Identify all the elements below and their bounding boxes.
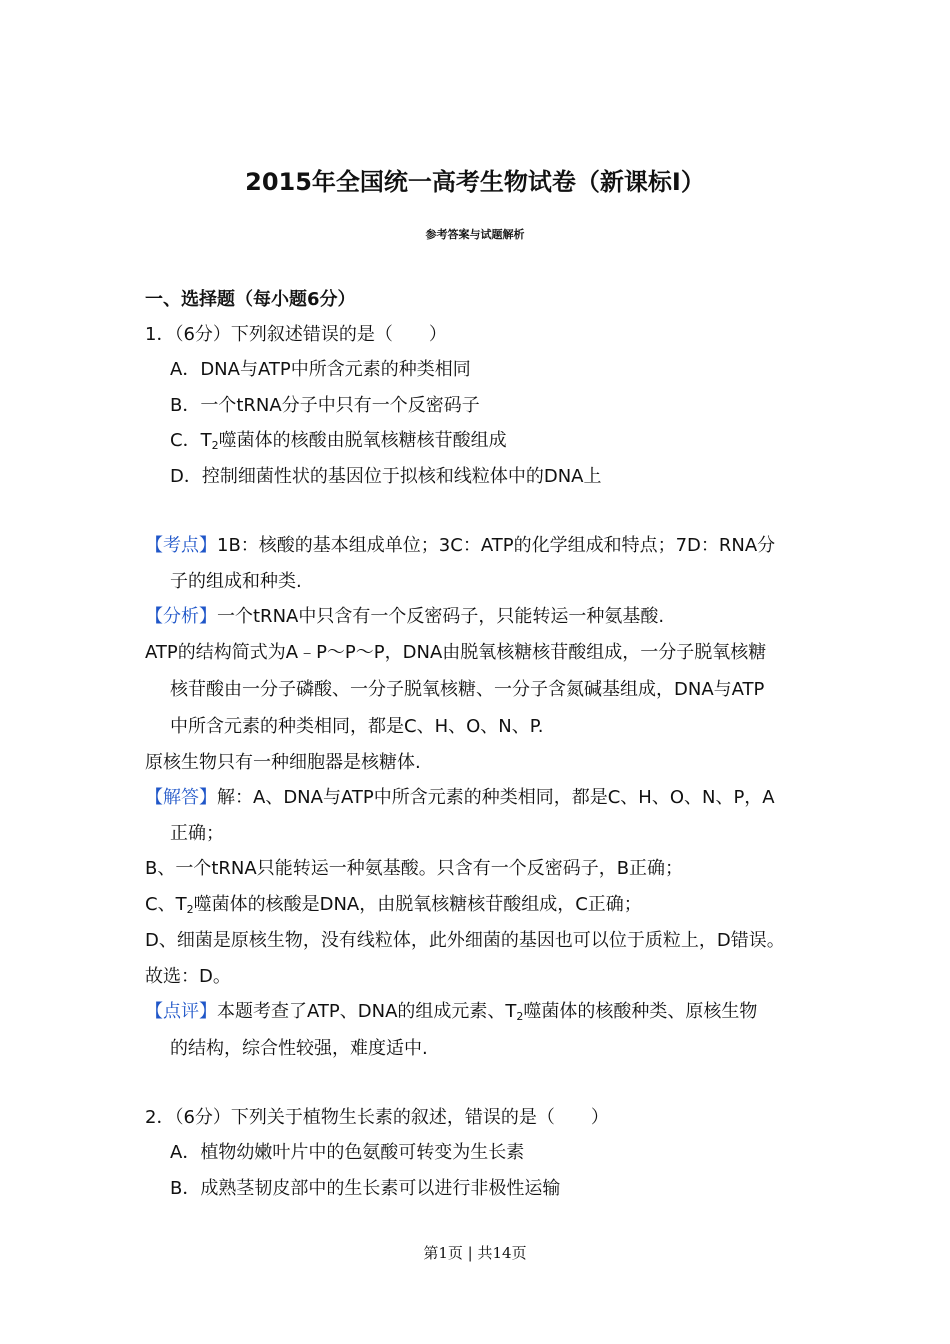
jieda-line-1: [145, 786, 775, 810]
jieda-line-6: 故选：D。: [145, 966, 231, 987]
jieda-c-text: 噬菌体的核酸是DNA，由脱氧核糖核苷酸组成，C正确；: [193, 894, 642, 915]
kaodian-line-1: [145, 534, 775, 558]
dianping-line-2: 的结构，综合性较强，难度适中.: [170, 1038, 428, 1059]
dianping-text: 本题考查了ATP、DNA的组成元素、T: [217, 1001, 517, 1022]
kaodian-tag: 【考点】: [145, 535, 217, 556]
question-2-option-a: A．植物幼嫩叶片中的色氨酸可转变为生长素: [170, 1142, 525, 1163]
dianping-tag: 【点评】: [145, 1001, 217, 1022]
dianping-line-1: [145, 1000, 757, 1024]
fenxi-line-5: 原核生物只有一种细胞器是核糖体.: [145, 752, 421, 773]
subscript: 2: [516, 1010, 524, 1023]
question-2-stem: 2．（6分）下列关于植物生长素的叙述，错误的是（ ）: [145, 1107, 609, 1128]
question-1-stem: 1．（6分）下列叙述错误的是（ ）: [145, 324, 447, 345]
fenxi-tag: 【分析】: [145, 606, 217, 627]
jieda-line-4: [145, 893, 642, 917]
page-footer: 第1页 | 共14页: [423, 1244, 527, 1262]
kaodian-line-2: 子的组成和种类.: [170, 571, 302, 592]
document-title: 2015年全国统一高考生物试卷（新课标Ⅰ）: [245, 168, 705, 196]
fenxi-line-1: [145, 605, 664, 629]
subscript: 2: [186, 903, 194, 916]
jieda-tag: 【解答】: [145, 787, 217, 808]
jieda-line-5: D、细菌是原核生物，没有线粒体，此外细菌的基因也可以位于质粒上，D错误。: [145, 930, 785, 951]
kaodian-text: 1B：核酸的基本组成单位；3C：ATP的化学组成和特点；7D：RNA分: [217, 535, 776, 556]
jieda-line-2: 正确；: [170, 823, 224, 844]
question-1-option-c: [170, 429, 507, 453]
jieda-text: 解：A、DNA与ATP中所含元素的种类相同，都是C、H、O、N、P，A: [217, 787, 775, 808]
fenxi-text: 一个tRNA中只含有一个反密码子，只能转运一种氨基酸.: [217, 606, 665, 627]
question-1-option-a: A．DNA与ATP中所含元素的种类相同: [170, 359, 471, 380]
subscript: 2: [211, 439, 219, 452]
section-heading: 一、选择题（每小题6分）: [145, 289, 356, 310]
jieda-c-prefix: C、T: [145, 894, 187, 915]
document-subtitle: 参考答案与试题解析: [425, 228, 525, 241]
question-1-option-d: D．控制细菌性状的基因位于拟核和线粒体中的DNA上: [170, 466, 602, 487]
option-c-prefix: C．T: [170, 430, 212, 451]
dianping-text-cont: 噬菌体的核酸种类、原核生物: [523, 1001, 758, 1022]
fenxi-line-4: 中所含元素的种类相同，都是C、H、O、N、P.: [170, 716, 544, 737]
fenxi-line-3: 核苷酸由一分子磷酸、一分子脱氧核糖、一分子含氮碱基组成，DNA与ATP: [170, 679, 765, 700]
option-c-text: 噬菌体的核酸由脱氧核糖核苷酸组成: [218, 430, 507, 451]
question-1-option-b: B．一个tRNA分子中只有一个反密码子: [170, 395, 480, 416]
question-2-option-b: B．成熟茎韧皮部中的生长素可以进行非极性运输: [170, 1178, 561, 1199]
jieda-line-3: B、一个tRNA只能转运一种氨基酸。只含有一个反密码子，B正确；: [145, 858, 684, 879]
fenxi-line-2: ATP的结构简式为A﹣P～P～P，DNA由脱氧核糖核苷酸组成，一分子脱氧核糖: [145, 642, 767, 663]
